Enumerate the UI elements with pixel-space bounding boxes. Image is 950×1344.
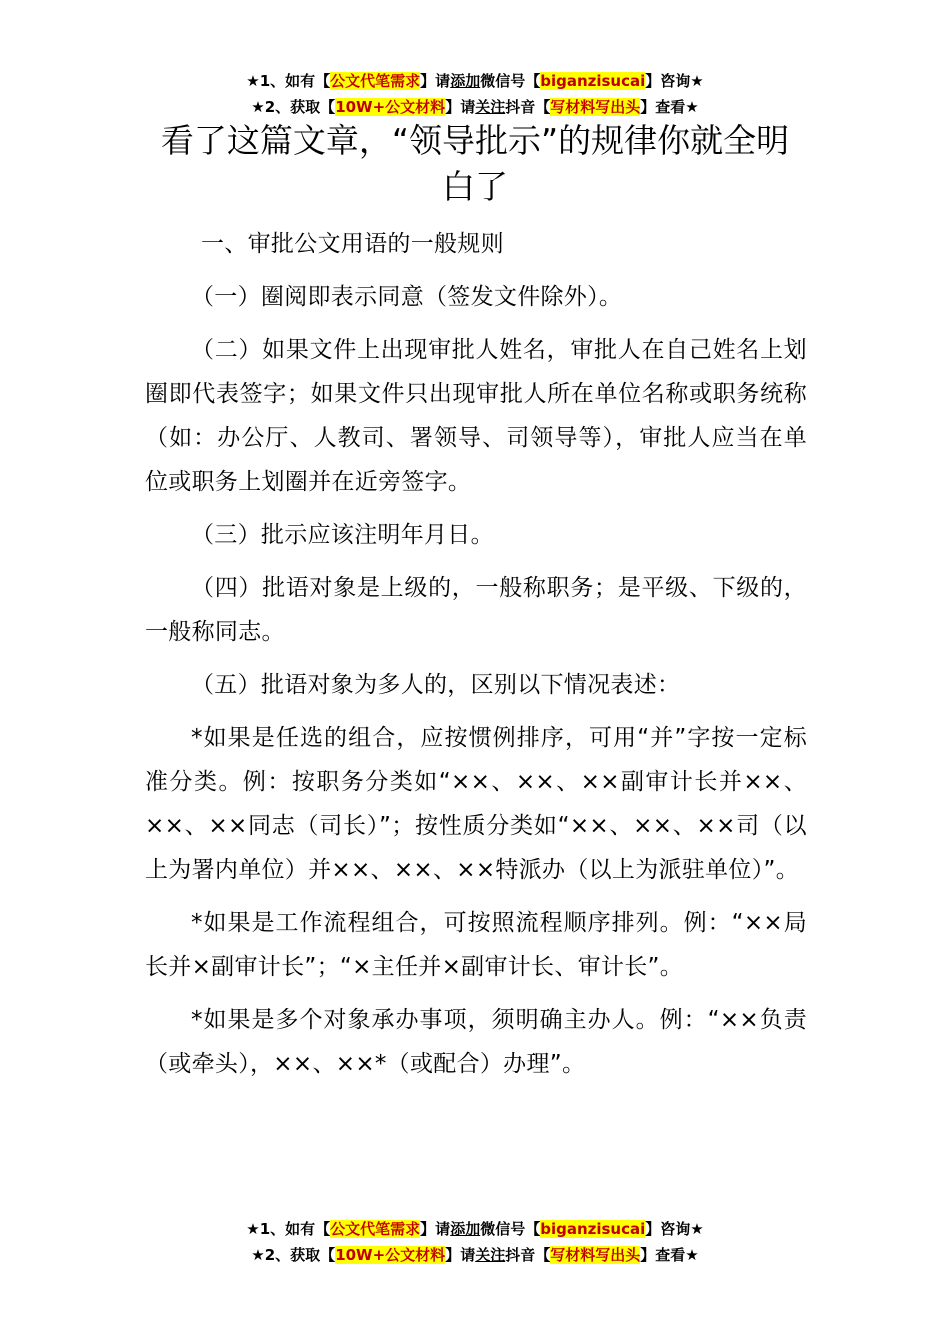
banner-highlight: biganzisucai <box>540 72 646 90</box>
banner-line-2 <box>0 94 950 120</box>
bottom-banner <box>0 1216 950 1268</box>
banner-line-2 <box>0 1242 950 1268</box>
banner-underline: 添加 <box>450 72 481 90</box>
banner-text: 】请 <box>420 1220 451 1238</box>
banner-text: 】查看★ <box>640 98 699 116</box>
banner-underline: 关注 <box>475 1246 506 1264</box>
banner-highlight: 写材料写出头 <box>550 1246 641 1264</box>
paragraph: *如果是任选的组合，应按惯例排序，可用“并”字按一定标准分类。例：按职务分类如“××、××、××副审计长并××、××、××同志（司长）”；按性质分类如“××、××、××司（以上为署内单位）并××、××、××特派办（以上为派驻单位）”。 <box>145 725 807 883</box>
banner-highlight: 10W+公文材料 <box>335 98 446 116</box>
banner-highlight: 公文代笔需求 <box>330 72 421 90</box>
banner-highlight: 10W+公文材料 <box>335 1246 446 1264</box>
banner-text: 】咨询★ <box>645 72 704 90</box>
banner-text: 】请 <box>445 1246 476 1264</box>
banner-text: 】查看★ <box>640 1246 699 1264</box>
banner-highlight: biganzisucai <box>540 1220 646 1238</box>
banner-text: 】请 <box>445 98 476 116</box>
banner-highlight: 公文代笔需求 <box>330 1220 421 1238</box>
document-title: 看了这篇文章，“领导批示”的规律你就全明白了 <box>160 121 790 206</box>
banner-text: 抖音【 <box>505 98 551 116</box>
banner-underline: 添加 <box>450 1220 481 1238</box>
paragraph: （四）批语对象是上级的，一般称职务；是平级、下级的，一般称同志。 <box>145 575 807 645</box>
paragraph: （二）如果文件上出现审批人姓名，审批人在自己姓名上划圈即代表签字；如果文件只出现审批人所在单位名称或职务统称（如：办公厅、人教司、署领导、司领导等），审批人应当在单位或职务上划圈并在近旁签字。 <box>145 337 807 495</box>
top-banner <box>0 68 950 120</box>
paragraph: （一）圈阅即表示同意（签发文件除外）。 <box>191 284 623 310</box>
banner-highlight: 写材料写出头 <box>550 98 641 116</box>
banner-line-1 <box>0 1216 950 1242</box>
paragraph: （三）批示应该注明年月日。 <box>191 522 494 548</box>
banner-text: 微信号【 <box>480 72 541 90</box>
section-heading: 一、审批公文用语的一般规则 <box>201 231 504 257</box>
banner-underline: 关注 <box>475 98 506 116</box>
banner-text: ★2、获取【 <box>251 1246 336 1264</box>
banner-text: 】咨询★ <box>645 1220 704 1238</box>
banner-text: 抖音【 <box>505 1246 551 1264</box>
banner-text: ★2、获取【 <box>251 98 336 116</box>
banner-line-1 <box>0 68 950 94</box>
banner-text: ★1、如有【 <box>246 72 331 90</box>
document-body <box>145 222 807 1095</box>
banner-text: 微信号【 <box>480 1220 541 1238</box>
banner-text: 】请 <box>420 72 451 90</box>
paragraph: *如果是多个对象承办事项，须明确主办人。例：“××负责（或牵头），××、××*（或配合）办理”。 <box>145 1007 807 1077</box>
banner-text: ★1、如有【 <box>246 1220 331 1238</box>
paragraph: （五）批语对象为多人的，区别以下情况表述： <box>191 672 681 698</box>
paragraph: *如果是工作流程组合，可按照流程顺序排列。例：“××局长并×副审计长”；“×主任并×副审计长、审计长”。 <box>145 910 807 980</box>
